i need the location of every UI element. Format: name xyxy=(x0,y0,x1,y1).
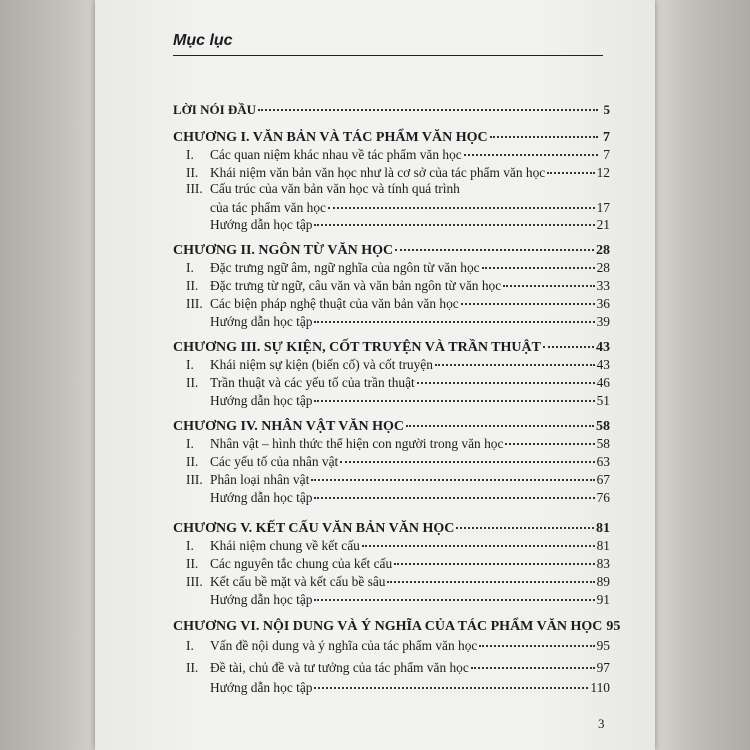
entry-title: CHƯƠNG I. VĂN BẢN VÀ TÁC PHẨM VĂN HỌC xyxy=(173,130,488,145)
entry-page-number: 17 xyxy=(596,200,610,215)
entry-page-number: 33 xyxy=(596,278,610,293)
dot-leader xyxy=(490,122,598,138)
dot-leader xyxy=(543,332,594,348)
dot-leader xyxy=(258,95,598,111)
entry-title: Đặc trưng từ ngữ, câu văn và văn bản ngôn từ văn học xyxy=(210,278,502,293)
dot-leader xyxy=(479,631,594,647)
dot-leader xyxy=(395,235,594,251)
dot-leader xyxy=(503,271,594,287)
entry-title: CHƯƠNG VI. NỘI DUNG VÀ Ý NGHĨA CỦA TÁC PHẨM VĂN HỌC xyxy=(173,619,603,634)
entry-page-number: 28 xyxy=(596,260,610,275)
toc-item xyxy=(173,656,610,674)
dot-leader xyxy=(387,567,594,583)
entry-title: Khái niệm chung về kết cấu xyxy=(210,538,360,553)
entry-page-number: 36 xyxy=(596,296,610,311)
dot-leader xyxy=(417,368,595,384)
entry-page-number: 67 xyxy=(596,472,610,487)
item-number: III. xyxy=(186,181,203,196)
item-number: II. xyxy=(186,165,199,180)
entry-page-number: 89 xyxy=(596,574,610,589)
entry-title: Các biện pháp nghệ thuật của văn bản văn học xyxy=(210,296,459,311)
entry-page-number: 58 xyxy=(596,436,610,451)
dot-leader xyxy=(314,585,594,601)
toc-item xyxy=(173,213,610,231)
toc-item xyxy=(173,676,610,694)
entry-page-number: 81 xyxy=(596,521,610,536)
dot-leader xyxy=(547,158,594,174)
item-number: I. xyxy=(186,538,194,553)
item-number: I. xyxy=(186,436,194,451)
entry-title: Khái niệm văn bản văn học như là cơ sở của tác phẩm văn học xyxy=(210,165,546,180)
dot-leader xyxy=(505,429,594,445)
toc-item xyxy=(173,389,610,407)
item-number: I. xyxy=(186,638,194,653)
entry-title: Trần thuật và các yếu tố của trần thuật xyxy=(210,375,415,390)
entry-title: CHƯƠNG II. NGÔN TỪ VĂN HỌC xyxy=(173,243,394,258)
entry-title: Nhân vật – hình thức thể hiện con người trong văn học xyxy=(210,436,504,451)
item-number: II. xyxy=(186,454,199,469)
toc-item xyxy=(173,143,610,161)
toc-item xyxy=(173,310,610,328)
entry-title: Vấn đề nội dung và ý nghĩa của tác phẩm văn học xyxy=(210,638,478,653)
toc-item xyxy=(173,634,610,652)
dot-leader xyxy=(435,350,595,366)
dot-leader xyxy=(340,447,594,463)
dot-leader xyxy=(471,653,595,669)
item-number: II. xyxy=(186,278,199,293)
dot-leader xyxy=(314,483,594,499)
entry-page-number: 12 xyxy=(596,165,610,180)
entry-page-number: 46 xyxy=(596,375,610,390)
entry-page-number: 39 xyxy=(596,314,610,329)
item-number: I. xyxy=(186,260,194,275)
dot-leader xyxy=(314,307,594,323)
entry-page-number: 58 xyxy=(596,419,610,434)
dot-leader xyxy=(456,513,594,529)
item-number: III. xyxy=(186,574,203,589)
entry-page-number: 83 xyxy=(596,556,610,571)
dot-leader xyxy=(464,140,598,156)
entry-page-number: 51 xyxy=(596,393,610,408)
book-left-edge xyxy=(0,0,95,750)
item-number: III. xyxy=(186,296,203,311)
toc-item xyxy=(173,588,610,606)
entry-title: Hướng dẫn học tập xyxy=(210,680,313,695)
entry-title: Khái niệm sự kiện (biến cố) và cốt truyện xyxy=(210,357,433,372)
toc-preface xyxy=(173,98,610,116)
dot-leader xyxy=(362,531,595,547)
entry-title: Hướng dẫn học tập xyxy=(210,217,313,232)
entry-page-number: 110 xyxy=(590,680,610,695)
toc-item xyxy=(173,486,610,504)
entry-title: Các nguyên tắc chung của kết cấu xyxy=(210,556,393,571)
entry-page-number: 91 xyxy=(596,592,610,607)
entry-title: Hướng dẫn học tập xyxy=(210,314,313,329)
dot-leader xyxy=(314,210,594,226)
dot-leader xyxy=(482,253,595,269)
item-number: I. xyxy=(186,357,194,372)
entry-title: Cấu trúc của văn bản văn học và tính quá trình xyxy=(210,181,460,196)
entry-page-number: 95 xyxy=(596,638,610,653)
item-number: I. xyxy=(186,147,194,162)
entry-title: CHƯƠNG III. SỰ KIỆN, CỐT TRUYỆN VÀ TRẦN THUẬT xyxy=(173,340,541,355)
entry-page-number: 43 xyxy=(596,340,610,355)
entry-page-number: 95 xyxy=(606,619,621,634)
entry-title: CHƯƠNG V. KẾT CẤU VĂN BẢN VĂN HỌC xyxy=(173,521,455,536)
toc-item xyxy=(173,161,610,179)
entry-title: Hướng dẫn học tập xyxy=(210,490,313,505)
entry-page-number: 5 xyxy=(603,102,610,117)
page-number: 3 xyxy=(598,716,605,731)
dot-leader xyxy=(314,673,588,689)
entry-title: Phân loại nhân vật xyxy=(210,472,310,487)
dot-leader xyxy=(394,549,594,565)
dot-leader xyxy=(311,465,594,481)
item-number: II. xyxy=(186,556,199,571)
entry-page-number: 63 xyxy=(596,454,610,469)
entry-title: Đặc trưng ngữ âm, ngữ nghĩa của ngôn từ văn học xyxy=(210,260,480,275)
entry-title: Hướng dẫn học tập xyxy=(210,393,313,408)
entry-page-number: 43 xyxy=(596,357,610,372)
entry-page-number: 21 xyxy=(596,217,610,232)
entry-page-number: 81 xyxy=(596,538,610,553)
dot-leader xyxy=(328,193,595,209)
entry-title: Kết cấu bề mặt và kết cấu bề sâu xyxy=(210,574,386,589)
dot-leader xyxy=(461,289,595,305)
toc-chapter xyxy=(173,614,621,634)
item-number: II. xyxy=(186,375,199,390)
entry-title: Các yếu tố của nhân vật xyxy=(210,454,339,469)
entry-title: LỜI NÓI ĐẦU xyxy=(173,102,257,117)
item-number: III. xyxy=(186,472,203,487)
dot-leader xyxy=(406,411,594,427)
entry-page-number: 76 xyxy=(596,490,610,505)
entry-title: Hướng dẫn học tập xyxy=(210,592,313,607)
entry-title: CHƯƠNG IV. NHÂN VẬT VĂN HỌC xyxy=(173,419,405,434)
item-number: II. xyxy=(186,660,199,675)
book-right-edge xyxy=(655,0,750,750)
entry-page-number: 28 xyxy=(596,243,610,258)
dot-leader xyxy=(314,386,594,402)
entry-title: Đề tài, chủ đề và tư tưởng của tác phẩm văn học xyxy=(210,660,469,675)
heading-rule xyxy=(173,55,603,56)
entry-page-number: 7 xyxy=(603,130,610,145)
entry-page-number: 97 xyxy=(596,660,610,675)
page-heading: Mục lục xyxy=(173,32,233,49)
entry-title: Các quan niệm khác nhau về tác phẩm văn học xyxy=(210,147,462,162)
entry-title: của tác phẩm văn học xyxy=(210,200,326,215)
entry-page-number: 7 xyxy=(603,147,610,162)
